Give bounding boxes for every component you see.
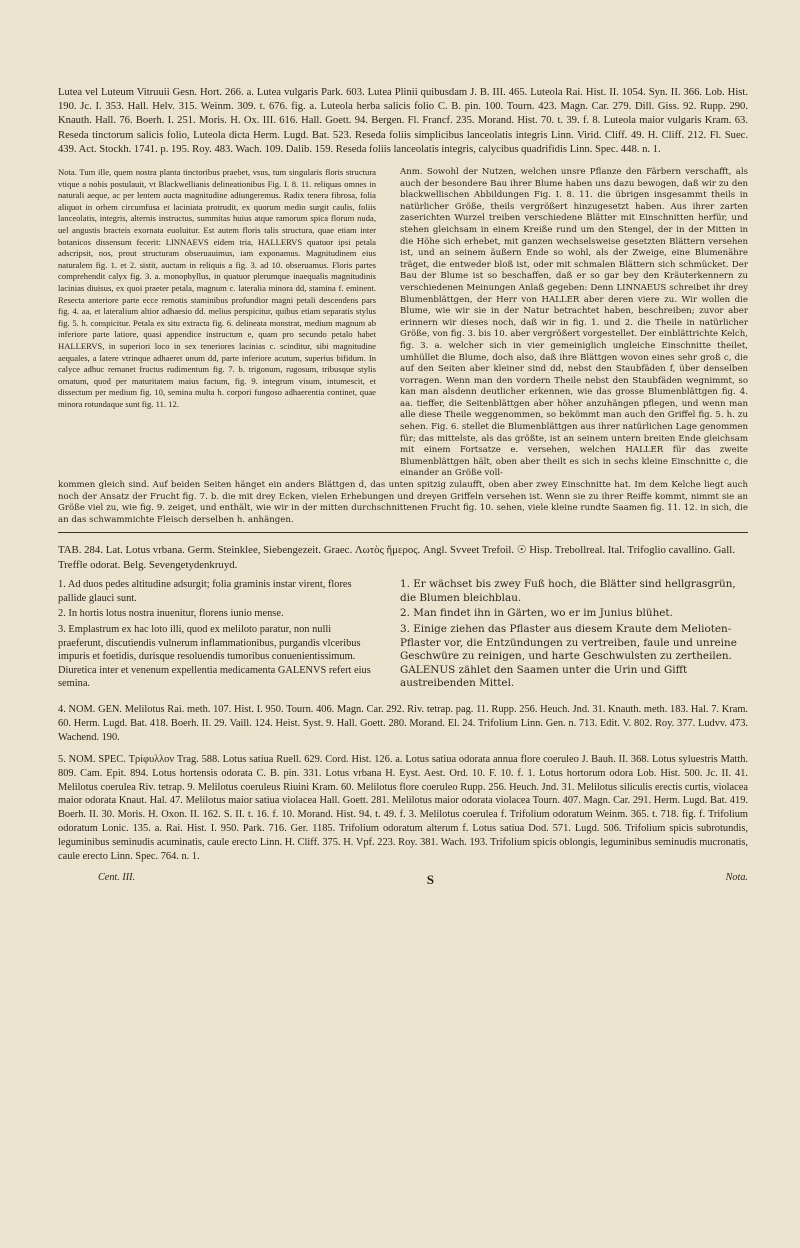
intro-synonyms: Lutea vel Luteum Vitruuii Gesn. Hort. 266. a. Lutea vulgaris Park. 603. Lutea Plinii quibusdam J. B. III. 465. Luteola Rai. Hist. II. 1054. Syn. II. 366. Lob. Hist. 190. Jc. I. 353. Hall. Helv. 315. Weinm. 309. t. 676. fig. a. Luteola herba salicis folio C. B. pin. 100. Tourn. 423. Magn. Car. 279. Dill. Giss. 92. Rupp. 290. Knauth. Hall. 76. Boerh. I. 251. Moris. H. Ox. III. 616. Hall. Goett. 94. Bergen. Fl. Francf. 235. Morand. Hist. 70. t. 39. f. 8. Luteola maior vulgaris Kram. 63. Reseda tinctorum salicis folio, Luteola dicta Herm. Lugd. Bat. 523. Reseda foliis simplicibus lanceolatis integris Linn. Virid. Cliff. 49. H. Cliff. 212. Fl. Suec. 439. Act. Stockh. 1741. p. 195. Roy. 483. Wach. 109. Dalib. 159. Reseda foliis lanceolatis integris, calycibus quadrifidis Linn. Spec. 448. n. 1. — [58, 87, 748, 155]
german-item-3: 3. Einige ziehen das Pflaster aus diesem Kraute dem Melioten-Pflaster vor, die Entzündungen zu vertreiben, faule und unreine Geschwüre zu reinigen, und harte Geschwulsten zu zertheilen. GALENUS zählet den Saamen unter die Urin und Gifft austreibenden Mittel. — [400, 623, 737, 690]
anmerkung-german: Anm. Sowohl der Nutzen, welchen unsre Pflanze den Färbern verschafft, als auch der besondere Bau ihrer Blume haben uns dazu bewogen, daß wir zu den blackwellischen Abbildungen Fig. I. 8. 11. die übrigen insgesammt theils in natürlicher Größe, theils vergrößert hinzugesetzt haben. Aus ihrer zarten zaserichten Wurzel treiben verschiedene Blätter mit Einschnitten herfür, und stehen gleichsam in einem Kreiße rund um den Stengel, der in der Mitten in die Höhe sich erhebet, mit ganzen wechselsweise gesetzten Blättern versehen ist, und an seinem äußern Ende so wohl, als der Zweige, eine Blumenähre träget, die entweder bloß ist, oder mit schmalen Blättern sich schmücket. Der Bau der Blume ist so beschaffen, daß er so gar bey den Kräuterkennern zu verschiedenen Meinungen Anlaß gegeben: Denn LINNAEUS schreibet ihr drey Blumenblättgen, der Herr von HALLER aber deren viere zu. Wir wollen die Blume, wie wir sie in der Natur betrachtet haben, beschreiben; zuvor aber erinnern wir dieses noch, daß wir in fig. 1. und 2. die Theile in natürlicher Größe, von fig. 3. bis 10. aber vergrößert vorgestellet. Der einblättrichte Kelch, fig. 3. a. welcher sich in vier gemeiniglich ungleiche Einschnitte theilet, umhüllet die Blume, doch also, daß ihre Blättgen wovon eines sehr groß c, die auf den Seiten aber kleiner sind dd, nebst den Staubfäden f, über denselben vorragen. Wenn man den vordern Theile nebst den Staubfäden wegnimmt, so kan man alsdenn deutlicher erkennen, wie das grosse Blumenblättgen fig. 4. aa. tieffer, die Seitenblättgen aber höher anzuhängen pflegen, und wenn man alle diese Theile weggenommen, so bekömmt man auch den Griffel fig. 5. h. zu sehen. Fig. 6. stellet die Blumenblättgen aus ihrer natürlichen Lage genommen für; das mittelste, als das größte, ist an seinem untern breiten Ende gleichsam mit einem Fortsatze e. versehen, welchen HALLER für das zweite Blumenblättgen hält, oben aber theilt es sich in sechs kleine Einschnitte c, die einander an Größe voll- — [400, 167, 748, 479]
page-footer — [58, 872, 748, 888]
numbered-columns — [58, 578, 748, 693]
nom-spec: 5. NOM. SPEC. Τρίφυλλον Trag. 588. Lotus satiua Ruell. 629. Cord. Hist. 126. a. Lotus satiua odorata annua flore coeruleo J. Bauh. II. 368. Lotus syluestris Matth. 809. Cam. Epit. 894. Lotus hortensis odorata C. B. pin. 331. Lotus vrbana H. Eyst. Aest. Ord. 10. F. 10. f. 1. Lotus hortorum odora Lob. Hist. 500. Jc. II. 41. Melilotus coerulea Riv. tetrap. 9. Melilotus coeruleus Riuini Kram. 60. Melilotus flore coeruleo Rupp. 256. Heuch. Jnd. 31. Melilotus siliculis erectis curtis, violacea maior odorata Knaut. Hal. 47. Melilotus maior satiua violacea Hall. Goett. 281. Melilotus maior odorata violacea Tourn. 407. Magn. Car. 291. Herm. Lugd. Bat. 419. Boerh. II. 30. Moris. H. Oxon. II. 162. S. II. t. 16. f. 10. Morand. Hist. 94. t. 49. f. 3. Melilotus coerulea f. Trifolium odoratum Weinm. 365. t. 718. fig. f. Trifolium odoratum Lonic. 135. a. Rai. Hist. I. 950. Park. 716. Ger. 1185. Trifolium odoratum alterum f. Lotus satiua Dod. 571. Lugd. 506. Trifolium spicis subrotundis, leguminibus seminudis acuminatis, caule erecto Linn. H. Cliff. 375. H. Vpf. 223. Roy. 381. Wach. 193. Trifolium spicis oblongis, leguminibus seminudis mucronatis, caule erecto Linn. Spec. 764. n. 1. — [58, 753, 748, 863]
latin-item-3: 3. Emplastrum ex hac loto illi, quod ex meliloto paratur, non nulli praeferunt, discutiendis vulnerum inflammationibus, purgandis vlceribus impuris et foetidis, durisque resoluendis tumoribus conuenientissimum. Diuretica inter et venenum expellentia medicamenta GALENVS refert eius semina. — [58, 624, 371, 690]
latin-column — [58, 578, 376, 693]
footer-catchword: Nota. — [725, 871, 748, 883]
footer-signature: S — [426, 871, 434, 887]
tab-header: TAB. 284. Lat. Lotus vrbana. Germ. Steinklee, Siebengezeit. Graec. Λωτὸς ἥμερος. Angl. Svveet Trefoil. ☉ Hisp. Trebollreal. Ital. Trifoglio cavallino. Gall. Treffle odorat. Belg. Sevengetydenkruyd. — [58, 544, 735, 571]
section-divider — [58, 532, 748, 533]
german-item-1: 1. Er wächset bis zwey Fuß hoch, die Blätter sind hellgrasgrün, die Blumen bleichblau. — [400, 578, 736, 604]
nota-latin: Nota. Tum ille, quem nostra planta tinctoribus praebet, vsus, tum singularis floris structura vtique a nobis postulauit, vt Blackwellianis delineationibus Fig. I. 8. 11. reliquas omnes in naturali aeque, ac per lentem aucta magnitudine adiungeremus. Radix tenera fibrosa, folia aliquot in orbem circumfusa et laciniata protrudit, ex quorum medio surgit caulis, foliis lanceolatis, integris, alternis instructus, summitas huius atque ramorum spica florum nuda, uel angustis bracteis exornata euoluitur. Est autem floris talis structura, quae etiam inter botanicos dissensum fecerit: LINNAEVS eidem tria, HALLERVS quatuor ipsi petala adscripsit, nos, prout structuram obseruauimus, iam exponamus. Magnitudinem eius naturalem fig. 1. et 2. sistit, auctam in reliquis a fig. 3. ad 10. obseruamus. Floris partes comprehendit calyx fig. 3. a. monophyllus, in quatuor plerumque inaequalis magnitudinis lacinias diuisus, ex quoi praeter petala, magnum c. lateralia minora dd, stamina f. eminent. Resecta anteriore parte ecce remotis staminibus profundior magni petali descendens pars fig. 4. aa, et lateralium altior adhaesio dd. melius perspicitur, quibus etiam separatis stylus fig. 5. h. conspicitur. Petala ex situ extracta fig. 6. delineata monstrat, medium magnum ab inferiore parte latiore, quasi appendice instructum e, quam pro secundo petalo habet HALLERVS, in superiori loco in sex teneriores lacinias c. scinditur, sibi magnitudine aequales, a latere vtrinque adhaeret unum dd, parte inferiore acutum, superius bifidum. In calyce adhuc remanet fructus rudimentum fig. 7. b. trigonum, rugosum, tribusque stylis ornatum, quod per maturitatem maius factum, fig. 9. integrum visum, intumescit, et dissectum per medium fig. 10, semina multa h. corpori fungoso adhaerentia continet, quae minora rotundaque sunt fig. 11. 12. — [58, 167, 376, 409]
german-column — [400, 578, 748, 693]
latin-item-1: 1. Ad duos pedes altitudine adsurgit; folia graminis instar virent, flores pallide glauci sunt. — [58, 579, 352, 604]
footer-century: Cent. III. — [98, 871, 136, 883]
german-item-2: 2. Man findet ihn in Gärten, wo er im Junius blühet. — [400, 607, 673, 620]
latin-item-2: 2. In hortis lotus nostra inuenitur, florens iunio mense. — [58, 608, 284, 620]
nom-gen: 4. NOM. GEN. Melilotus Rai. meth. 107. Hist. I. 950. Tourn. 406. Magn. Car. 292. Riv. tetrap. pag. 11. Rupp. 256. Heuch. Jnd. 31. Knauth. meth. 183. Hal. 7. Kram. 60. Herm. Lugd. Bat. 418. Boerh. II. 29. Vaill. 124. Heist. Syst. 9. Hall. Goett. 280. Morand. El. 24. Trifolium Linn. Gen. n. 713. Edit. V. 802. Roy. 377. Ludvv. 473. Wachend. 190. — [58, 703, 748, 743]
anmerkung-continued: kommen gleich sind. Auf beiden Seiten hänget ein anders Blättgen d, das unten spitzig zulaufft, oben aber zwey Einschnitte hat. Im dem Kelche liegt auch noch der Ansatz der Frucht fig. 7. b. die mit drey Ecken, vielen Erhebungen und dreyen Griffeln versehen ist. Wenn sie zu ihrer Reiffe kommt, nimmt sie an Größe viel zu, wie fig. 9. zeiget, und enthält, wie wir in der mitten durchschnittenen Frucht fig. 10. sehen, viele kleine rundte Saamen fig. 11. 12. in sich, die an das schwammichte Fleisch derselben h. anhängen. — [58, 480, 748, 525]
nota-columns — [58, 167, 748, 480]
